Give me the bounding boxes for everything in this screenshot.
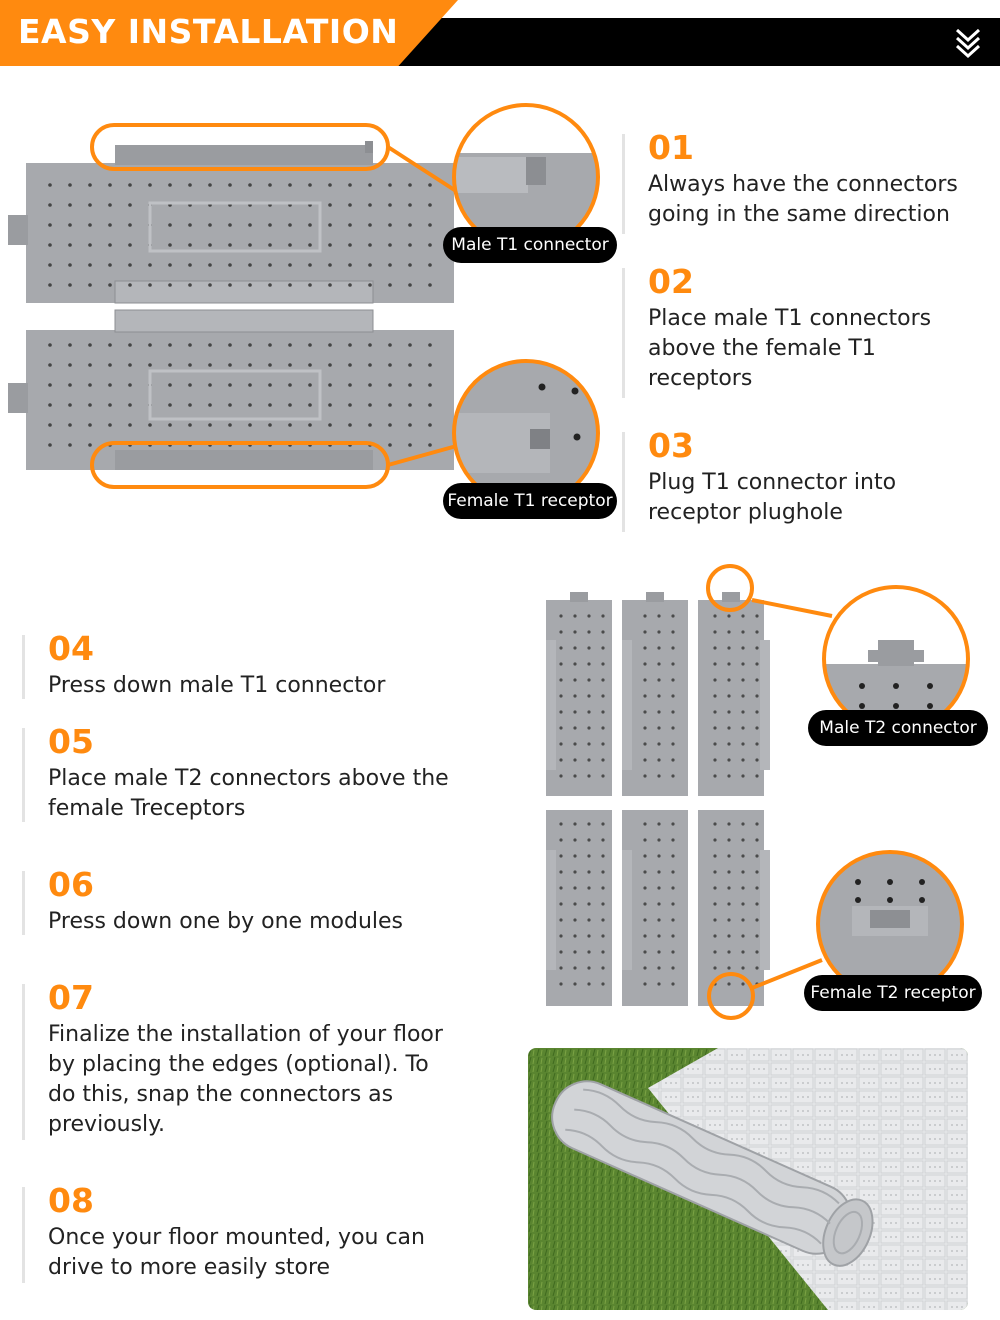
female-t2-receptor-label: Female T2 receptor [804,975,982,1011]
t2-connection-illustration [540,560,990,1025]
page-title: EASY INSTALLATION [18,12,399,51]
tile-grid [546,592,770,1006]
male-t1-connector-label: Male T1 connector [443,227,617,263]
tile-bottom [8,310,454,470]
t1-connection-illustration [0,95,625,535]
tile-top [8,141,454,303]
double-chevron-down-icon[interactable] [954,26,982,58]
rolled-floor-photo [528,1048,968,1310]
female-t1-receptor-label: Female T1 receptor [443,483,617,519]
male-t2-connector-label: Male T2 connector [808,710,988,746]
